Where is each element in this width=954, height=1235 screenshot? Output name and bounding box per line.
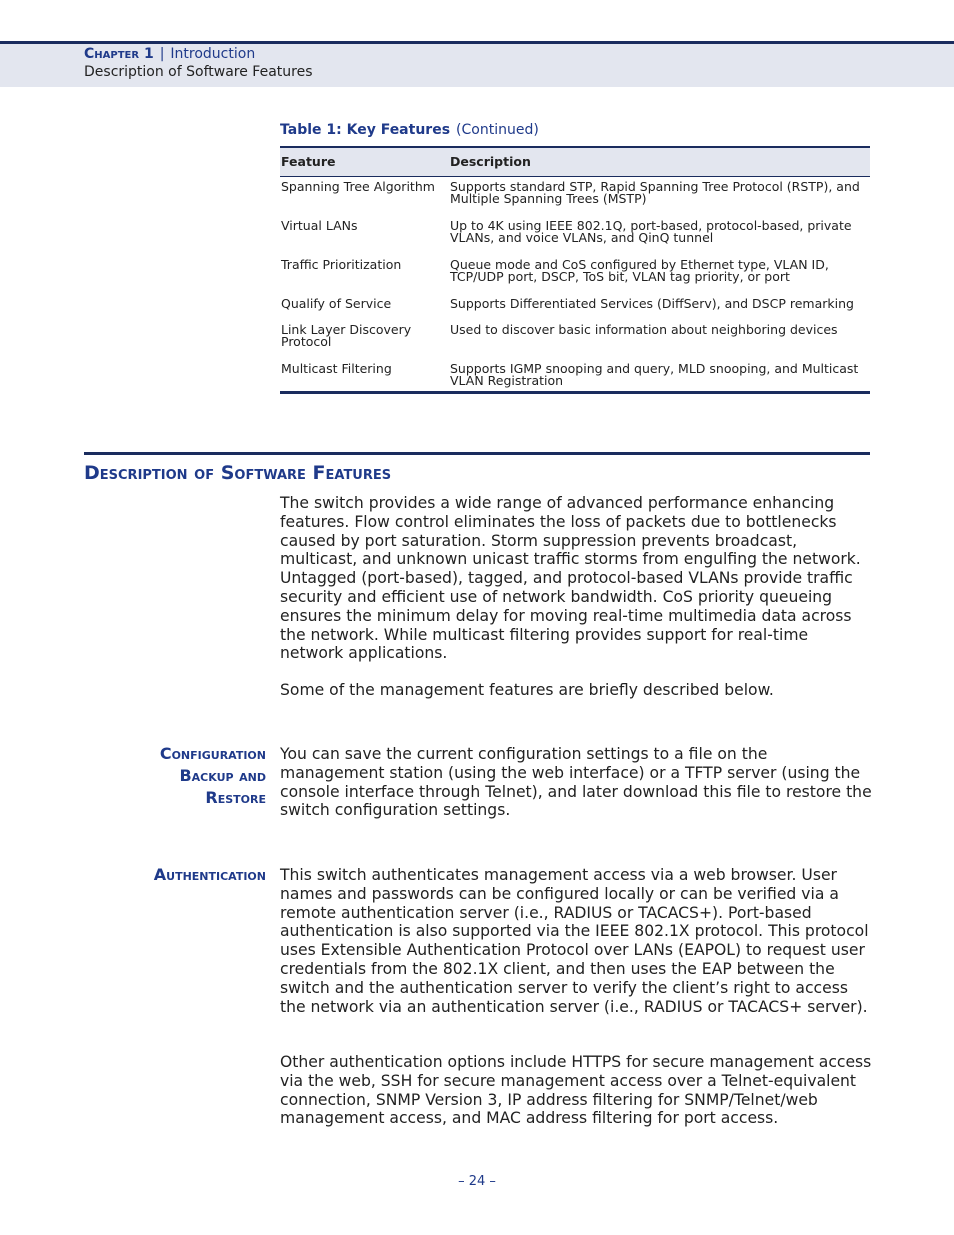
config-backup-heading-line: Restore xyxy=(205,788,266,807)
description-cell: Supports standard STP, Rapid Spanning Tree Protocol (RSTP), and Multiple Spanning Trees (MSTP) xyxy=(450,179,860,206)
description-cell: Used to discover basic information about neighboring devices xyxy=(450,322,838,337)
description-cell: Queue mode and CoS configured by Ethernet type, VLAN ID, TCP/UDP port, DSCP, ToS bit, VLAN tag priority, or port xyxy=(450,257,829,284)
running-header xyxy=(84,46,255,62)
config-backup-heading-line: Backup and xyxy=(179,766,266,785)
table-row xyxy=(280,177,870,217)
description-cell: Supports IGMP snooping and query, MLD snooping, and Multicast VLAN Registration xyxy=(449,359,870,393)
table-header-row xyxy=(280,147,870,177)
section-intro-paragraph-2: Some of the management features are briefly described below. xyxy=(280,681,774,699)
config-backup-heading-line: Configuration xyxy=(159,744,266,763)
table-row xyxy=(280,359,870,393)
table-caption-suffix: (Continued) xyxy=(456,122,539,138)
section-intro-paragraph: The switch provides a wide range of advanced performance enhancing features. Flow control eliminates the loss of packets due to bottlenecks caused by port saturation. Storm suppression prevents broadcast, multicast, and unknown unicast traffic storms from engulfing the network. Untagged (port-based), tagged, and protocol-based VLANs provide traffic security and efficient use of network bandwidth. CoS priority queueing ensures the minimum delay for moving real-time multimedia data across the network. While multicast filtering provides support for real-time network applications. xyxy=(280,494,861,663)
config-backup-paragraph: You can save the current configuration settings to a file on the management station (using the web interface) or a TFTP server (using the console interface through Telnet), and later download this file to restore the switch configuration settings. xyxy=(280,745,872,820)
description-cell: Supports Differentiated Services (DiffServ), and DSCP remarking xyxy=(450,296,854,311)
config-backup-heading xyxy=(160,743,266,809)
authentication-paragraph: This switch authenticates management access via a web browser. User names and passwords can be configured locally or can be verified via a remote authentication server (i.e., RADIUS or TACACS+). Port-based authentication is also supported via the IEEE 802.1X protocol. This protocol uses Extensible Authentication Protocol over LANs (EAPOL) to request user credentials from the 802.1X client, and then uses the EAP between the switch and the authentication server to verify the client’s right to access the network via an authentication server (i.e., RADIUS or TACACS+ server). xyxy=(280,866,869,1016)
column-header-description: Description xyxy=(449,147,870,177)
section-title: Description of Software Features xyxy=(84,462,392,484)
feature-cell: Qualify of Service xyxy=(281,296,392,311)
table-caption-label: Table 1: Key Features xyxy=(280,122,451,138)
feature-cell: Spanning Tree Algorithm xyxy=(281,179,435,194)
table-row xyxy=(280,320,870,359)
chapter-title: Introduction xyxy=(170,46,256,62)
chapter-label: Chapter 1 xyxy=(84,46,154,62)
table-row xyxy=(280,255,870,294)
page-number: – 24 – xyxy=(458,1174,496,1189)
key-features-table xyxy=(280,146,870,394)
authentication-paragraph-2: Other authentication options include HTTPS for secure management access via the web, SSH for secure management access over a Telnet-equivalent connection, SNMP Version 3, IP address filtering for SNMP/Telnet/web management access, and MAC address filtering for port access. xyxy=(280,1053,872,1128)
table-row xyxy=(280,216,870,255)
header-section-name: Description of Software Features xyxy=(84,64,313,80)
authentication-heading: Authentication xyxy=(153,865,266,884)
header-separator: | xyxy=(159,46,165,62)
section-divider xyxy=(84,452,870,455)
feature-cell: Link Layer Discovery Protocol xyxy=(281,322,412,349)
column-header-feature: Feature xyxy=(280,147,449,177)
feature-cell: Traffic Prioritization xyxy=(281,257,402,272)
table-caption xyxy=(280,122,539,138)
feature-cell: Multicast Filtering xyxy=(280,359,449,393)
description-cell: Up to 4K using IEEE 802.1Q, port-based, protocol-based, private VLANs, and voice VLANs, and QinQ tunnel xyxy=(450,218,852,245)
table-row xyxy=(280,294,870,320)
feature-cell: Virtual LANs xyxy=(281,218,358,233)
